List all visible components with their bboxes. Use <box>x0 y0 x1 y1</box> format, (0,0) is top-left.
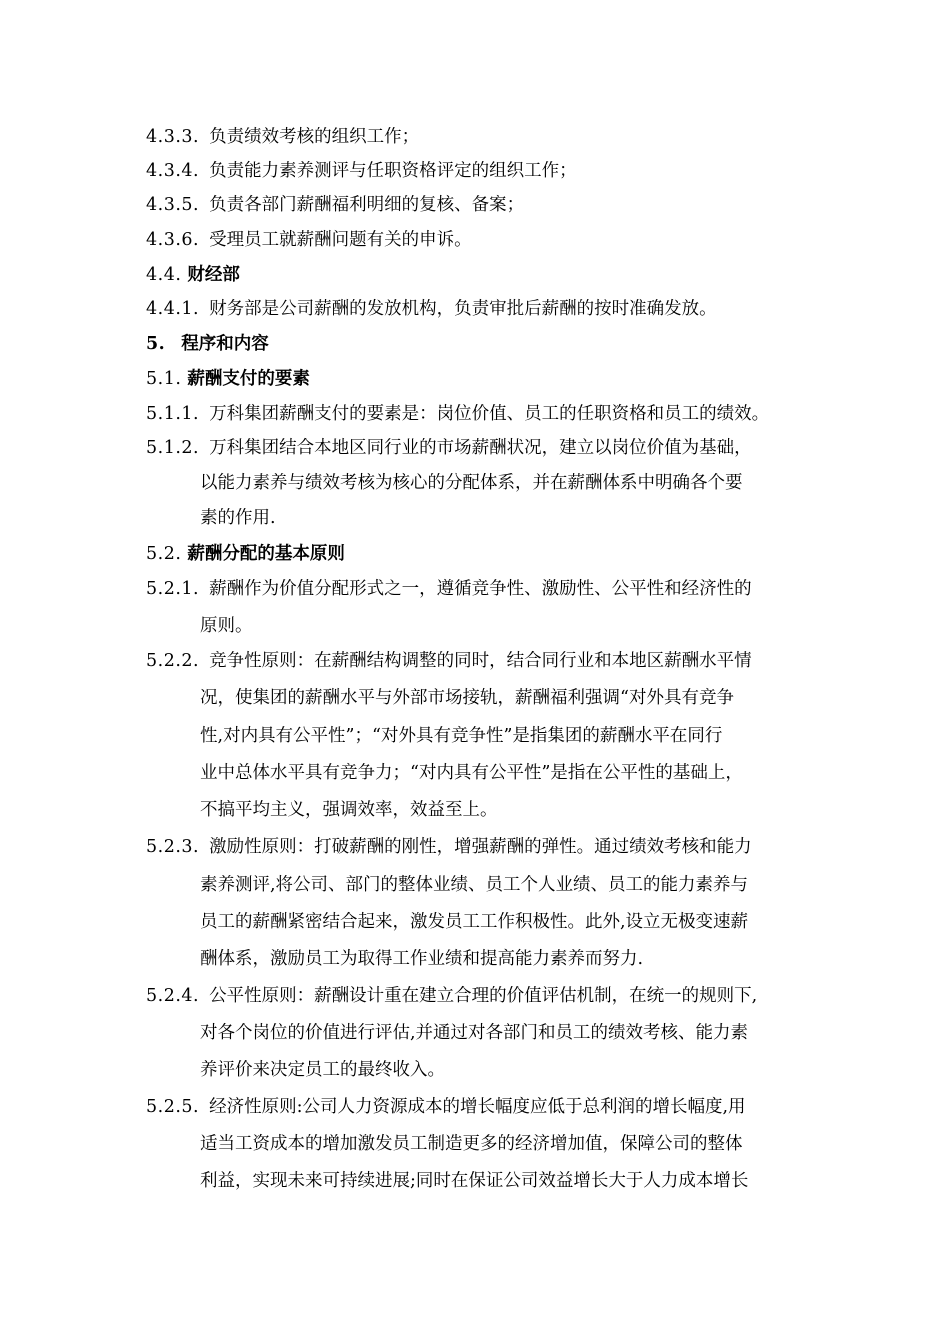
clause-4-3-3 <box>146 126 419 148</box>
clause-text-line: 不搞平均主义，强调效率，效益至上。 <box>200 800 498 820</box>
clause-text-line: 况，使集团的薪酬水平与外部市场接轨，薪酬福利强调“对外具有竞争 <box>200 688 734 708</box>
clause-text-line: 对各个岗位的价值进行评估,并通过对各部门和员工的绩效考核、能力素 <box>200 1023 749 1043</box>
clause-number: 5.1.1. <box>146 404 200 424</box>
clause-5-2-2-cont-2 <box>200 725 722 747</box>
clause-5-2-1-cont-1 <box>200 615 253 637</box>
clause-4-3-5 <box>146 194 524 216</box>
clause-5-2-2-cont-4 <box>200 799 498 821</box>
clause-5-1-2-cont-2 <box>200 507 276 529</box>
clause-5-2-1 <box>146 578 752 600</box>
clause-number: 4.3.3. <box>146 127 200 147</box>
section-5-1-heading <box>146 368 310 390</box>
clause-text: 负责能力素养测评与任职资格评定的组织工作； <box>209 161 577 181</box>
clause-text-line: 原则。 <box>200 616 253 636</box>
clause-text-line: 养评价来决定员工的最终收入。 <box>200 1060 445 1080</box>
clause-5-1-2-cont-1 <box>200 472 743 494</box>
section-4-4-heading <box>146 264 240 286</box>
section-heading: 程序和内容 <box>181 334 269 354</box>
clause-text: 负责各部门薪酬福利明细的复核、备案； <box>209 195 525 215</box>
clause-number: 5.2.3. <box>146 837 200 857</box>
clause-5-2-3-cont-2 <box>200 911 748 933</box>
clause-5-2-3 <box>146 836 752 858</box>
clause-5-2-5 <box>146 1096 746 1118</box>
section-5-heading <box>146 333 269 355</box>
clause-5-2-2 <box>146 650 752 672</box>
clause-text-line: 薪酬作为价值分配形式之一，遵循竞争性、激励性、公平性和经济性的 <box>209 579 752 599</box>
section-heading: 薪酬分配的基本原则 <box>187 544 345 564</box>
clause-text-line: 公平性原则：薪酬设计重在建立合理的价值评估机制，在统一的规则下, <box>209 986 758 1006</box>
clause-5-2-3-cont-1 <box>200 874 748 896</box>
clause-text-line: 酬体系，激励员工为取得工作业绩和提高能力素养而努力. <box>200 949 644 969</box>
clause-5-2-4 <box>146 985 757 1007</box>
clause-4-3-4 <box>146 160 577 182</box>
clause-text-line: 利益，实现未来可持续进展;同时在保证公司效益增长大于人力成本增长 <box>200 1171 749 1191</box>
clause-text-line: 以能力素养与绩效考核为核心的分配体系，并在薪酬体系中明确各个要 <box>200 473 743 493</box>
clause-text-line: 素的作用. <box>200 508 276 528</box>
clause-text-line: 性,对内具有公平性”；“对外具有竞争性”是指集团的薪酬水平在同行 <box>200 726 723 746</box>
clause-5-2-3-cont-3 <box>200 948 643 970</box>
clause-5-1-1 <box>146 403 769 425</box>
clause-number: 5.2. <box>146 544 182 564</box>
clause-5-2-2-cont-3 <box>200 762 743 784</box>
clause-text-line: 适当工资成本的增加激发员工制造更多的经济增加值，保障公司的整体 <box>200 1134 743 1154</box>
clause-text: 财务部是公司薪酬的发放机构，负责审批后薪酬的按时准确发放。 <box>209 299 717 319</box>
clause-5-1-2 <box>146 437 752 459</box>
section-heading: 财经部 <box>187 265 240 285</box>
clause-text-line: 员工的薪酬紧密结合起来，激发员工工作积极性。此外,设立无极变速薪 <box>200 912 749 932</box>
clause-text-line: 经济性原则:公司人力资源成本的增长幅度应低于总利润的增长幅度,用 <box>209 1097 746 1117</box>
clause-number: 5.2.4. <box>146 986 200 1006</box>
clause-5-2-5-cont-2 <box>200 1170 748 1192</box>
clause-number: 4.4.1. <box>146 299 200 319</box>
clause-5-2-4-cont-1 <box>200 1022 748 1044</box>
clause-5-2-4-cont-2 <box>200 1059 445 1081</box>
clause-number: 4.3.5. <box>146 195 200 215</box>
section-heading: 薪酬支付的要素 <box>187 369 310 389</box>
clause-text: 负责绩效考核的组织工作； <box>209 127 420 147</box>
clause-number: 5.2.2. <box>146 651 200 671</box>
section-5-2-heading <box>146 543 345 565</box>
clause-4-3-6 <box>146 229 472 251</box>
clause-text-line: 竞争性原则：在薪酬结构调整的同时，结合同行业和本地区薪酬水平情 <box>209 651 752 671</box>
clause-text-line: 素养测评,将公司、部门的整体业绩、员工个人业绩、员工的能力素养与 <box>200 875 749 895</box>
clause-number: 4.3.4. <box>146 161 200 181</box>
clause-number: 5.2.1. <box>146 579 200 599</box>
clause-5-2-5-cont-1 <box>200 1133 743 1155</box>
clause-number: 5.1.2. <box>146 438 200 458</box>
clause-4-4-1 <box>146 298 717 320</box>
clause-text-line: 业中总体水平具有竞争力；“对内具有公平性”是指在公平性的基础上， <box>200 763 743 783</box>
clause-number: 4.3.6. <box>146 230 200 250</box>
clause-text: 受理员工就薪酬问题有关的申诉。 <box>209 230 472 250</box>
clause-number: 5.2.5. <box>146 1097 200 1117</box>
clause-text: 万科集团薪酬支付的要素是：岗位价值、员工的任职资格和员工的绩效。 <box>209 404 770 424</box>
clause-text-line: 激励性原则：打破薪酬的刚性，增强薪酬的弹性。通过绩效考核和能力 <box>209 837 752 857</box>
clause-text-line: 万科集团结合本地区同行业的市场薪酬状况，建立以岗位价值为基础， <box>209 438 752 458</box>
clause-number: 5. <box>146 334 166 354</box>
clause-number: 5.1. <box>146 369 182 389</box>
clause-number: 4.4. <box>146 265 182 285</box>
clause-5-2-2-cont-1 <box>200 687 734 709</box>
